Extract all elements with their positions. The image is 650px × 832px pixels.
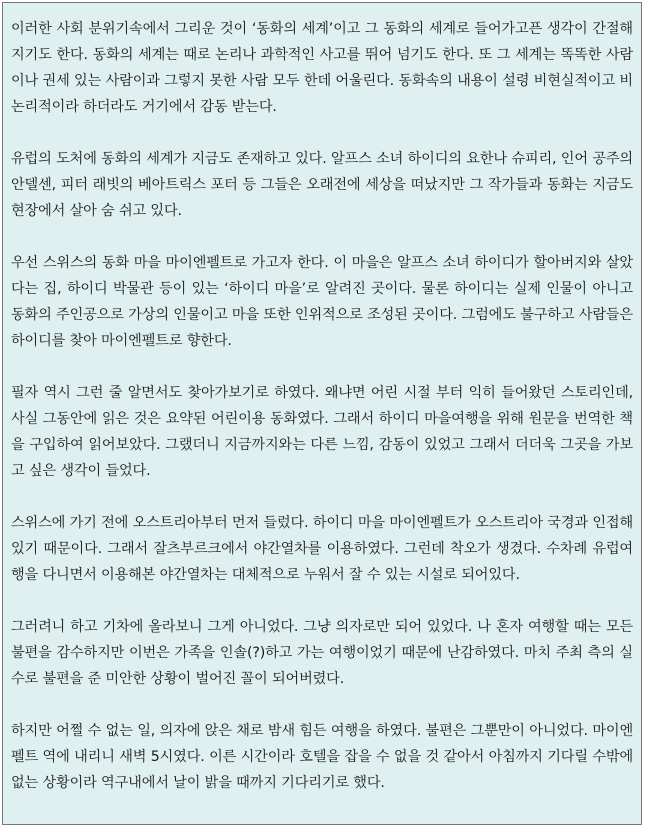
paragraph-2: 유럽의 도처에 동화의 세계가 지금도 존재하고 있다. 알프스 소녀 하이디의 요한나 슈피리, 인어 공주의 안델센, 피터 래빗의 베아트릭스 포터 등 그들은 오래전에 세상을 떠났지만 그 작가들과 동화는 지금도 현장에서 살아 숨 쉬고 있다. — [11, 151, 633, 219]
article-text-box — [2, 2, 642, 825]
paragraph-3: 우선 스위스의 동화 마을 마이엔펠트로 가고자 한다. 이 마을은 알프스 소녀 하이디가 할아버지와 살았다는 집, 하이디 박물관 등이 있는 ‘하이디 마을’로 알려진 곳이다. 물론 하이디는 실제 인물이 아니고 동화의 주인공으로 가상의 인물이고 마을 또한 인위적으로 조성된 곳이다. 그럼에도 불구하고 사람들은 하이디를 찾아 마이엔펠트로 향한다. — [11, 255, 633, 349]
paragraph-7: 하지만 어쩔 수 없는 일, 의자에 앉은 채로 밤새 힘든 여행을 하였다. 불편은 그뿐만이 아니었다. 마이엔펠트 역에 내리니 새벽 5시였다. 이른 시간이라 호텔을 잡을 수 없을 것 같아서 아침까지 기다릴 수밖에 없는 상황이라 역구내에서 날이 밝을 때까지 기다리기로 했다. — [11, 723, 633, 791]
paragraph-1: 이러한 사회 분위기속에서 그리운 것이 ‘동화의 세계’이고 그 동화의 세계로 들어가고픈 생각이 간절해지기도 한다. 동화의 세계는 때로 논리나 과학적인 사고를 뛰어 넘기도 한다. 또 그 세계는 똑똑한 사람이나 권세 있는 사람이과 그렇지 못한 사람 모두 한데 어울린다. 동화속의 내용이 설령 비현실적이고 비논리적이라 하더라도 거기에서 감동 받는다. — [11, 21, 633, 115]
paragraph-4: 필자 역시 그런 줄 알면서도 찾아가보기로 하였다. 왜냐면 어린 시절 부터 익히 들어왔던 스토리인데, 사실 그동안에 읽은 것은 요약된 어린이용 동화였다. 그래서 하이디 마을여행을 위해 원문을 번역한 책을 구입하여 읽어보았다. 그랬더니 지금까지와는 다른 느낌, 감동이 있었고 그래서 더더욱 그곳을 가보고 싶은 생각이 들었다. — [11, 385, 633, 479]
paragraph-5: 스위스에 가기 전에 오스트리아부터 먼저 들렀다. 하이디 마을 마이엔펠트가 오스트리아 국경과 인접해 있기 때문이다. 그래서 잘츠부르크에서 야간열차를 이용하였다. 그런데 착오가 생겼다. 수차례 유럽여행을 다니면서 이용해본 야간열차는 대체적으로 누워서 잘 수 있는 시설로 되어있다. — [11, 515, 633, 583]
paragraph-6: 그러려니 하고 기차에 올라보니 그게 아니었다. 그냥 의자로만 되어 있었다. 나 혼자 여행할 때는 모든 불편을 감수하지만 이번은 가족을 인솔(?)하고 가는 여행이었기 때문에 난감하였다. 마치 주최 측의 실수로 불편을 준 미안한 상황이 벌어진 꼴이 되어버렸다. — [11, 619, 633, 687]
